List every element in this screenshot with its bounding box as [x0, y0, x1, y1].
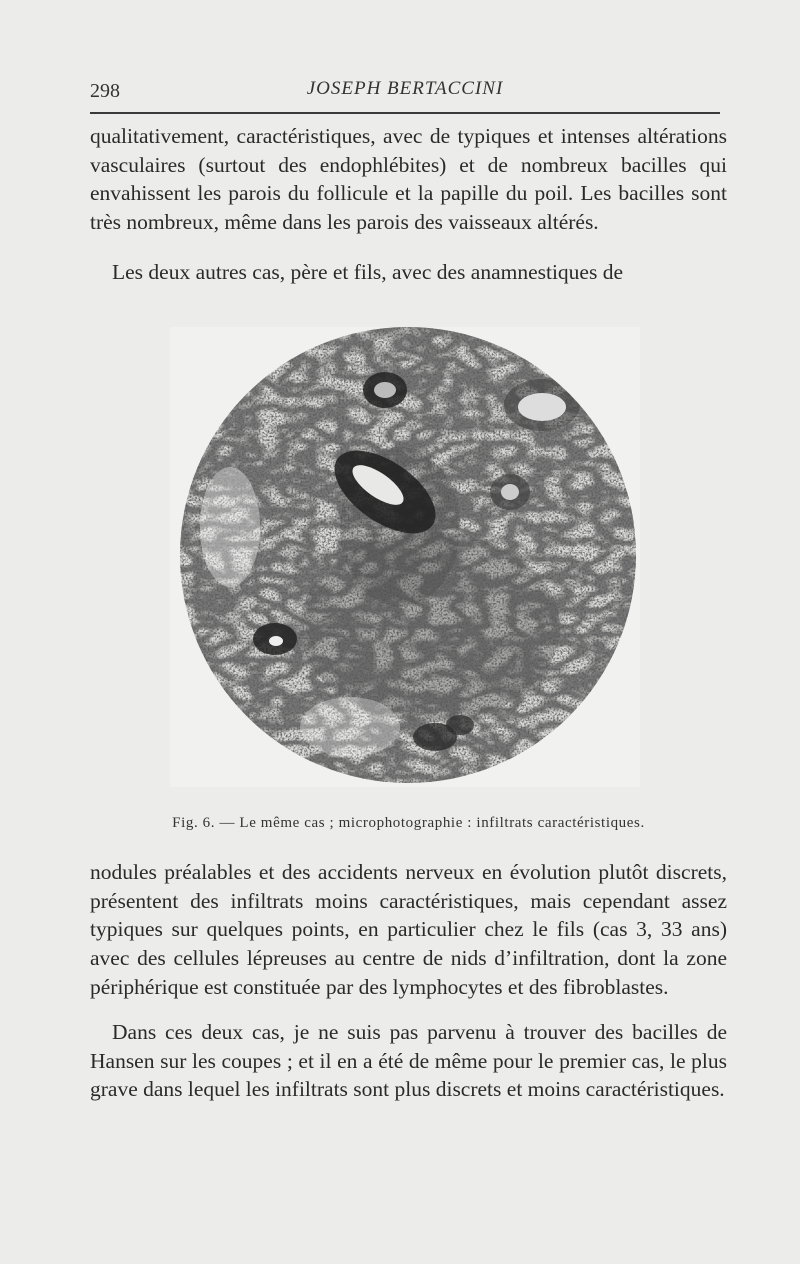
paragraph-2: Les deux autres cas, père et fils, avec des anamnestiques de	[112, 260, 624, 284]
header-rule	[90, 112, 720, 114]
paragraph-4: Dans ces deux cas, je ne suis pas parvenu à trouver des bacilles de Hansen sur les coupes ; et il en a été de même pour le premier cas, le plus grave dans lequel les infiltrats sont plus discrets et moins caractéristiques.	[90, 1020, 727, 1102]
micrograph-image	[170, 327, 640, 787]
page-number: 298	[90, 80, 120, 102]
paragraph-3: nodules préalables et des accidents nerveux en évolution plutôt discrets, présentent des infiltrats moins caractéristiques, mais cependant assez typiques sur quelques points, en particulier chez le fils (cas 3, 33 ans) avec des cellules lépreuses au centre de nids d’infiltration, dont la zone périphérique est constituée par des lymphocytes et des fibroblastes.	[90, 860, 727, 999]
page-header	[90, 78, 720, 108]
figure-caption: Fig. 6. — Le même cas ; microphotographie : infiltrats caractéristiques.	[172, 815, 645, 831]
micrograph-figure	[170, 327, 640, 787]
paragraph-1: qualitativement, caractéristiques, avec de typiques et intenses altérations vasculaires (surtout des endophlébites) et de nombreux bacilles qui envahissent les parois du follicule et la papille du poil. Les bacilles sont très nombreux, même dans les parois des vaisseaux altérés.	[90, 124, 727, 235]
running-head: JOSEPH BERTACCINI	[306, 78, 504, 99]
